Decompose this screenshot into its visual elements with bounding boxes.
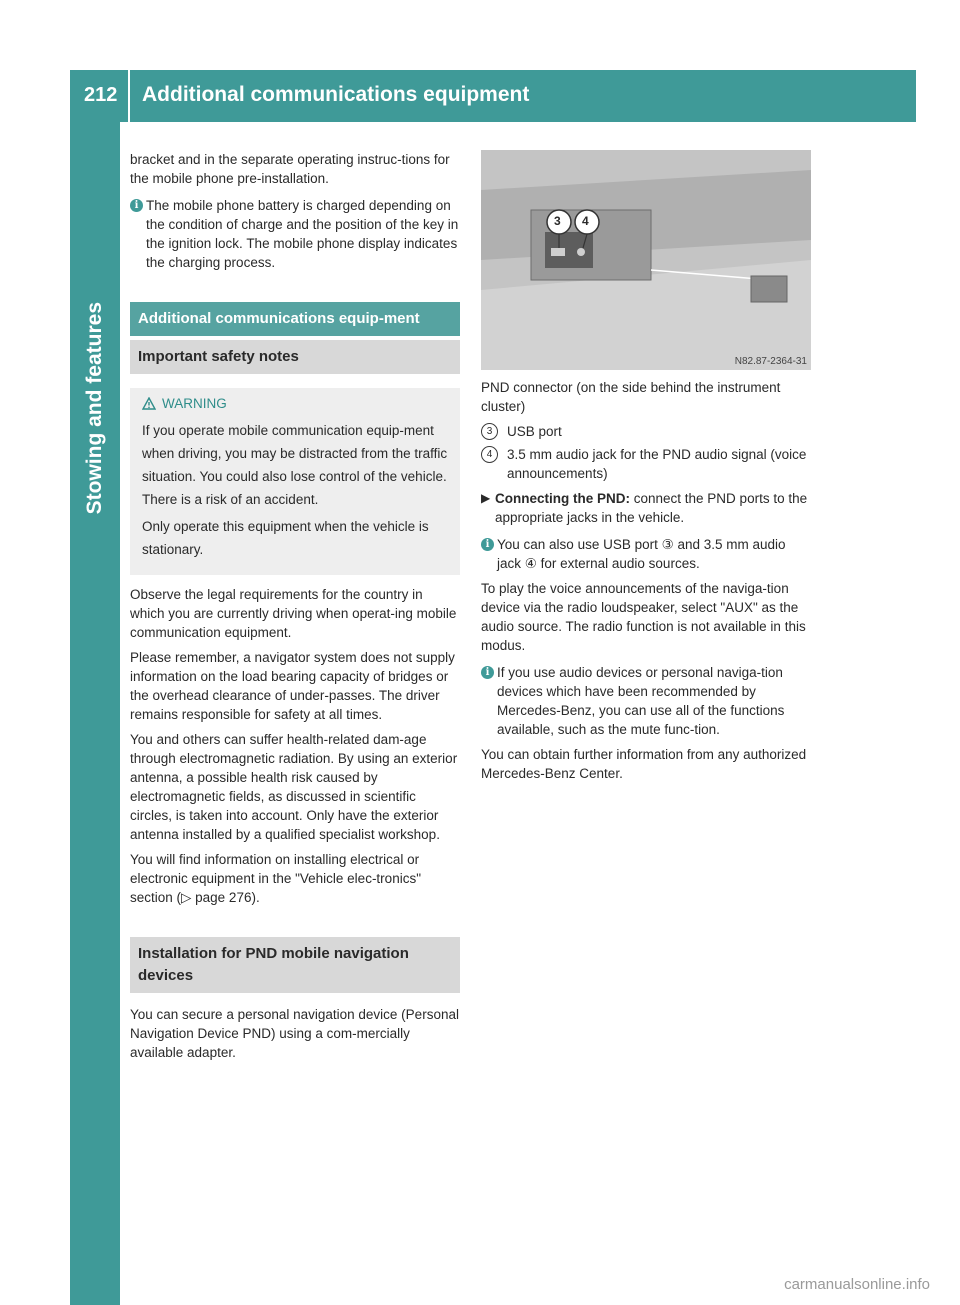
page-header: [70, 70, 916, 122]
warning-label: WARNING: [162, 396, 227, 411]
body-paragraph: You can obtain further information from any authorized Mercedes-Benz Center.: [481, 747, 807, 781]
legend-text: 3.5 mm audio jack for the PND audio signal (voice announcements): [507, 447, 807, 481]
body-paragraph: You will find information on installing electrical or electronic equipment in the "Vehicle elec-tronics" section (▷ page 276).: [130, 852, 421, 905]
photo-reference: N82.87-2364-31: [734, 356, 807, 367]
legend-item: [481, 445, 811, 483]
callout-4: 4: [582, 214, 589, 228]
body-paragraph: You can secure a personal navigation device (Personal Navigation Device PND) using a com-mercially available adapter.: [130, 1007, 459, 1060]
warning-title: [142, 396, 450, 411]
legend-item: [481, 422, 811, 441]
warning-box: [130, 388, 460, 575]
step-text: connect the PND ports to the appropriate jacks in the vehicle.: [495, 491, 808, 525]
chapter-sidebar: [70, 122, 120, 1305]
subsection-heading: Important safety notes: [130, 340, 460, 374]
info-icon: i: [130, 199, 143, 212]
body-paragraph: You and others can suffer health-related dam-age through electromagnetic radiation. By using an exterior antenna, a possible health risk caused by electromagnetic fields, as discussed in scientific circles, is taken into account. Only have the exterior antenna installed by a qualified specialist workshop.: [130, 732, 458, 842]
info-text: If you use audio devices or personal naviga-tion devices which have been recommended by Mercedes-Benz, you can use all of the functions available, such as the mute func-tion.: [497, 665, 785, 737]
instruction-step: [481, 489, 811, 527]
body-paragraph: To play the voice announcements of the naviga-tion device via the radio loudspeaker, select "AUX" as the audio source. The radio function is not available in this modus.: [481, 581, 806, 653]
body-paragraph: Please remember, a navigator system does not supply information on the load bearing capacity of bridges or the overhead clearance of under-passes. The driver remains responsible for safety at all times.: [130, 650, 455, 722]
warning-text: Only operate this equipment when the vehicle is stationary.: [142, 519, 429, 557]
right-column: [481, 150, 811, 789]
header-divider: [128, 70, 130, 122]
callout-3: 3: [554, 214, 561, 228]
info-note: [481, 535, 811, 573]
photo-illustration: [481, 150, 811, 370]
step-arrow-icon: ▶: [481, 491, 491, 505]
info-note: [481, 663, 811, 739]
photo-caption: PND connector (on the side behind the instrument cluster): [481, 380, 781, 414]
footer-site: carmanualsonline.info: [784, 1276, 930, 1293]
page-title: Additional communications equipment: [142, 83, 530, 106]
pnd-connector-photo: [481, 150, 811, 370]
left-column: [130, 150, 460, 1068]
section-heading: Additional communications equip-ment: [130, 302, 460, 336]
legend-text: USB port: [507, 424, 562, 439]
page-number: 212: [84, 84, 118, 106]
info-icon: i: [481, 666, 494, 679]
body-paragraph: Observe the legal requirements for the country in which you are currently driving when operat-ing mobile communication equipment.: [130, 587, 457, 640]
callout-number: 4: [481, 446, 498, 463]
subsection-heading: Installation for PND mobile navigation devices: [130, 937, 460, 993]
info-icon: i: [481, 538, 494, 551]
info-note: [130, 196, 460, 272]
info-text: You can also use USB port ③ and 3.5 mm audio jack ④ for external audio sources.: [497, 537, 786, 571]
chapter-label: Stowing and features: [83, 302, 106, 515]
info-text: The mobile phone battery is charged depending on the condition of charge and the position of the key in the ignition lock. The mobile phone display indicates the charging process.: [146, 198, 459, 270]
warning-icon: [142, 397, 156, 410]
warning-text: If you operate mobile communication equip-ment when driving, you may be distracted from the traffic situation. You could also lose control of the vehicle. There is a risk of an accident.: [142, 423, 448, 507]
callout-number: 3: [481, 423, 498, 440]
intro-paragraph: bracket and in the separate operating instruc-tions for the mobile phone pre-installation.: [130, 152, 450, 186]
step-label: Connecting the PND:: [495, 491, 630, 506]
